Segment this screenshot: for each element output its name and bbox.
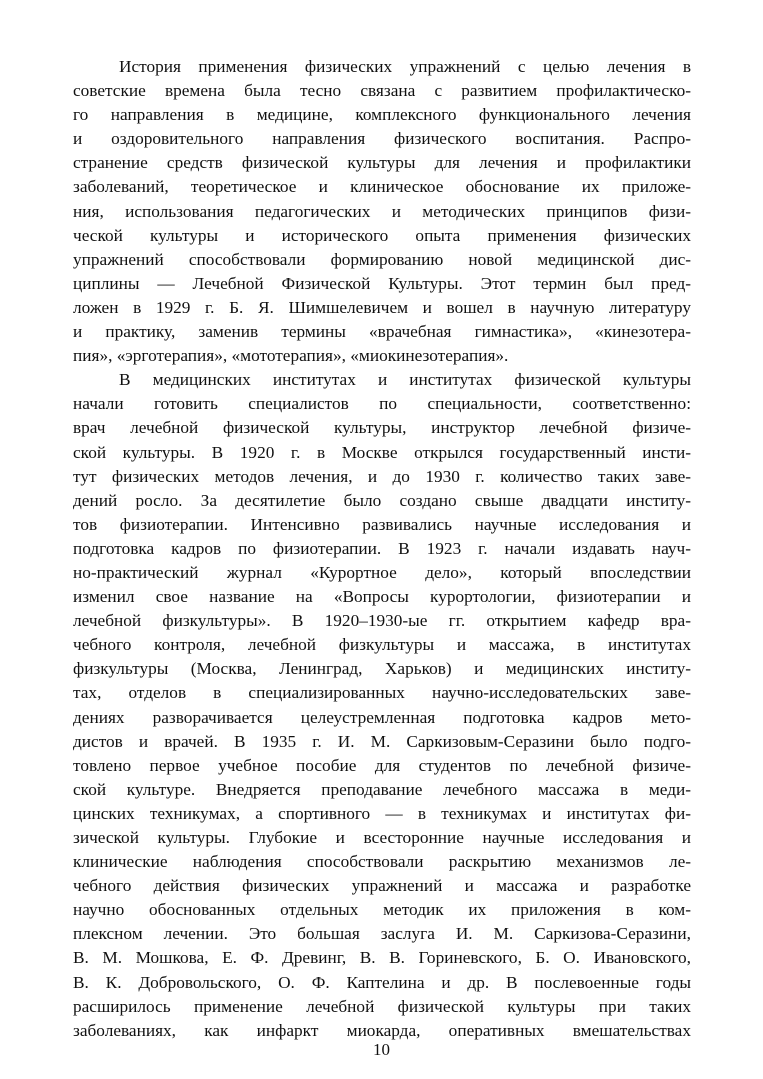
text-line: В. М. Мошкова, Е. Ф. Древинг, В. В. Гориневского, Б. О. Ивановского,	[73, 948, 691, 968]
text-line: го направления в медицине, комплексного функционального лечения	[73, 105, 691, 125]
text-line: и практику, заменив термины «врачебная гимнастика», «кинезотера-	[73, 322, 691, 342]
text-line: циплины — Лечебной Физической Культуры. Этот термин был пред-	[73, 273, 691, 293]
text-line: лечебной физкультуры». В 1920–1930-ые гг. открытием кафедр вра-	[73, 611, 691, 631]
text-line: врач лечебной физической культуры, инструктор лечебной физиче-	[73, 418, 691, 438]
text-line: пия», «эрготерапия», «мототерапия», «миокинезотерапия».	[73, 346, 509, 366]
text-line: подготовка кадров по физиотерапии. В 1923 г. начали издавать науч-	[73, 538, 691, 558]
text-line: советские времена была тесно связана с развитием профилактическо-	[73, 81, 691, 101]
text-line: и оздоровительного направления физического воспитания. Распро-	[73, 129, 691, 149]
paragraph-1	[73, 55, 691, 368]
text-line: В медицинских институтах и институтах физической культуры	[119, 370, 691, 390]
text-line: тов физиотерапии. Интенсивно развивались научные исследования и	[73, 514, 691, 534]
text-line: научно обоснованных отдельных методик их приложения в ком-	[73, 900, 691, 920]
text-line: История применения физических упражнений с целью лечения в	[119, 57, 691, 76]
text-line: изменил свое название на «Вопросы курортологии, физиотерапии и	[73, 587, 691, 607]
text-line: ложен в 1929 г. Б. Я. Шимшелевичем и вошел в научную литературу	[73, 297, 691, 317]
text-line: ской культуры. В 1920 г. в Москве открылся государственный инсти-	[73, 442, 691, 462]
text-line: дениях разворачивается целеустремленная подготовка кадров мето-	[73, 707, 691, 727]
text-line: клинические наблюдения способствовали раскрытию механизмов ле-	[73, 852, 691, 872]
text-line: чебного действия физических упражнений и массажа и разработке	[73, 876, 691, 896]
text-line: тут физических методов лечения, и до 1930 г. количество таких заве-	[73, 466, 691, 486]
text-line: заболеваниях, как инфаркт миокарда, оперативных вмешательствах	[73, 1020, 691, 1040]
text-line: цинских техникумах, а спортивного — в техникумах и институтах фи-	[73, 803, 691, 823]
text-line: упражнений способствовали формированию новой медицинской дис-	[73, 249, 691, 269]
text-line: расширилось применение лечебной физической культуры при таких	[73, 996, 691, 1016]
page-body	[73, 55, 691, 1043]
text-line: заболеваний, теоретическое и клиническое обоснование их приложе-	[73, 177, 691, 197]
text-line: дистов и врачей. В 1935 г. И. М. Саркизовым-Серазини было подго-	[73, 731, 691, 751]
text-line: но-практический журнал «Курортное дело», который впоследствии	[73, 562, 691, 582]
text-line: чебного контроля, лечебной физкультуры и массажа, в институтах	[73, 635, 691, 655]
text-line: физкультуры (Москва, Ленинград, Харьков) и медицинских институ-	[73, 659, 691, 679]
text-line: товлено первое учебное пособие для студентов по лечебной физиче-	[73, 755, 691, 775]
text-line: дений росло. За десятилетие было создано свыше двадцати институ-	[73, 490, 691, 510]
text-line: начали готовить специалистов по специальности, соответственно:	[73, 394, 691, 414]
page-number: 10	[373, 1040, 390, 1059]
text-line: плексном лечении. Это большая заслуга И. М. Саркизова-Серазини,	[73, 924, 691, 944]
text-line: ской культуре. Внедряется преподавание лечебного массажа в меди-	[73, 779, 691, 799]
text-line: ния, использования педагогических и методических принципов физи-	[73, 201, 691, 221]
text-line: В. К. Добровольского, О. Ф. Каптелина и др. В послевоенные годы	[73, 972, 691, 992]
text-line: зической культуры. Глубокие и всесторонние научные исследования и	[73, 828, 691, 847]
text-line: странение средств физической культуры для лечения и профилактики	[73, 153, 691, 173]
text-line: тах, отделов в специализированных научно-исследовательских заве-	[73, 683, 691, 703]
paragraph-2	[73, 368, 691, 1043]
text-line: ческой культуры и исторического опыта применения физических	[73, 225, 691, 245]
